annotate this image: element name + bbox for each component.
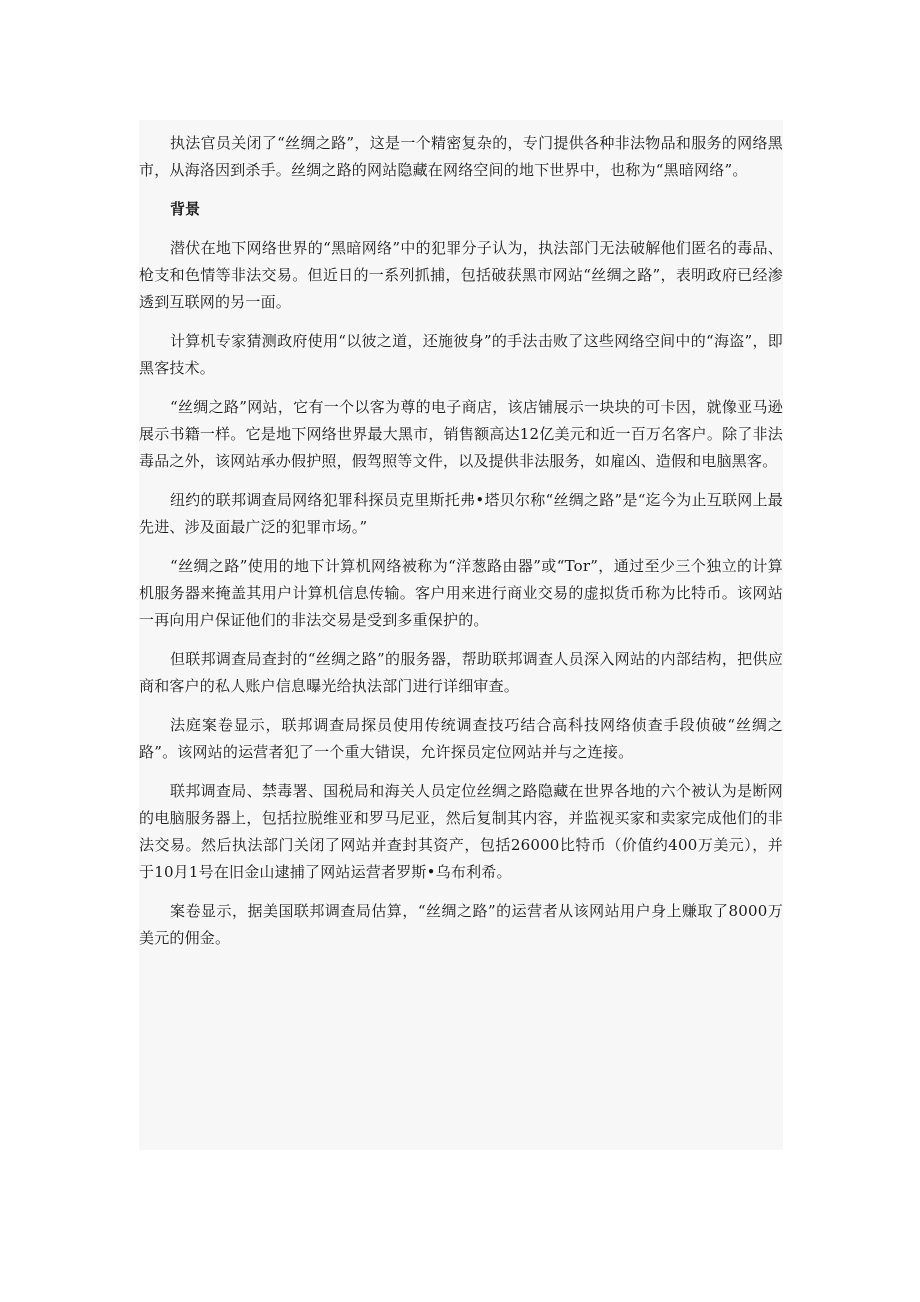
paragraph-6: 但联邦调查局查封的“丝绸之路”的服务器，帮助联邦调查人员深入网站的内部结构，把供应商和客户的私人账户信息曝光给执法部门进行详细审查。 bbox=[139, 650, 783, 695]
paragraph-1: 潜伏在地下网络世界的“黑暗网络”中的犯罪分子认为，执法部门无法破解他们匿名的毒品、枪支和色情等非法交易。但近日的一系列抓捕，包括破获黑市网站“丝绸之路”，表明政府已经渗透到互联网的另一面。 bbox=[139, 239, 783, 311]
paragraph-2: 计算机专家猜测政府使用“以彼之道，还施彼身”的手法击败了这些网络空间中的“海盗”，即黑客技术。 bbox=[139, 332, 783, 377]
article-body bbox=[139, 120, 783, 1150]
intro-paragraph: 执法官员关闭了“丝绸之路”，这是一个精密复杂的，专门提供各种非法物品和服务的网络黑市，从海洛因到杀手。丝绸之路的网站隐藏在网络空间的地下世界中，也称为“黑暗网络”。 bbox=[139, 134, 783, 179]
section-heading: 背景 bbox=[170, 200, 201, 218]
paragraph-3: “丝绸之路”网站，它有一个以客为尊的电子商店，该店铺展示一块块的可卡因，就像亚马逊展示书籍一样。它是地下网络世界最大黑市，销售额高达12亿美元和近一百万名客户。除了非法毒品之外，该网站承办假护照，假驾照等文件，以及提供非法服务，如雇凶、造假和电脑黑客。 bbox=[139, 398, 783, 470]
paragraph-9: 案卷显示，据美国联邦调查局估算，“丝绸之路”的运营者从该网站用户身上赚取了8000万美元的佣金。 bbox=[139, 902, 783, 947]
paragraph-4: 纽约的联邦调查局网络犯罪科探员克里斯托弗•塔贝尔称“丝绸之路”是“迄今为止互联网上最先进、涉及面最广泛的犯罪市场。” bbox=[139, 491, 783, 536]
paragraph-8: 联邦调查局、禁毒署、国税局和海关人员定位丝绸之路隐藏在世界各地的六个被认为是断网的电脑服务器上，包括拉脱维亚和罗马尼亚，然后复制其内容，并监视买家和卖家完成他们的非法交易。然后执法部门关闭了网站并查封其资产，包括26000比特币（价值约400万美元），并于10月1号在旧金山逮捕了网站运营者罗斯•乌布利希。 bbox=[139, 782, 783, 881]
paragraph-7: 法庭案卷显示，联邦调查局探员使用传统调查技巧结合高科技网络侦查手段侦破“丝绸之路”。该网站的运营者犯了一个重大错误，允许探员定位网站并与之连接。 bbox=[139, 716, 783, 761]
paragraph-5: “丝绸之路”使用的地下计算机网络被称为“洋葱路由器”或“Tor”，通过至少三个独立的计算机服务器来掩盖其用户计算机信息传输。客户用来进行商业交易的虚拟货币称为比特币。该网站一再向用户保证他们的非法交易是受到多重保护的。 bbox=[139, 557, 783, 629]
